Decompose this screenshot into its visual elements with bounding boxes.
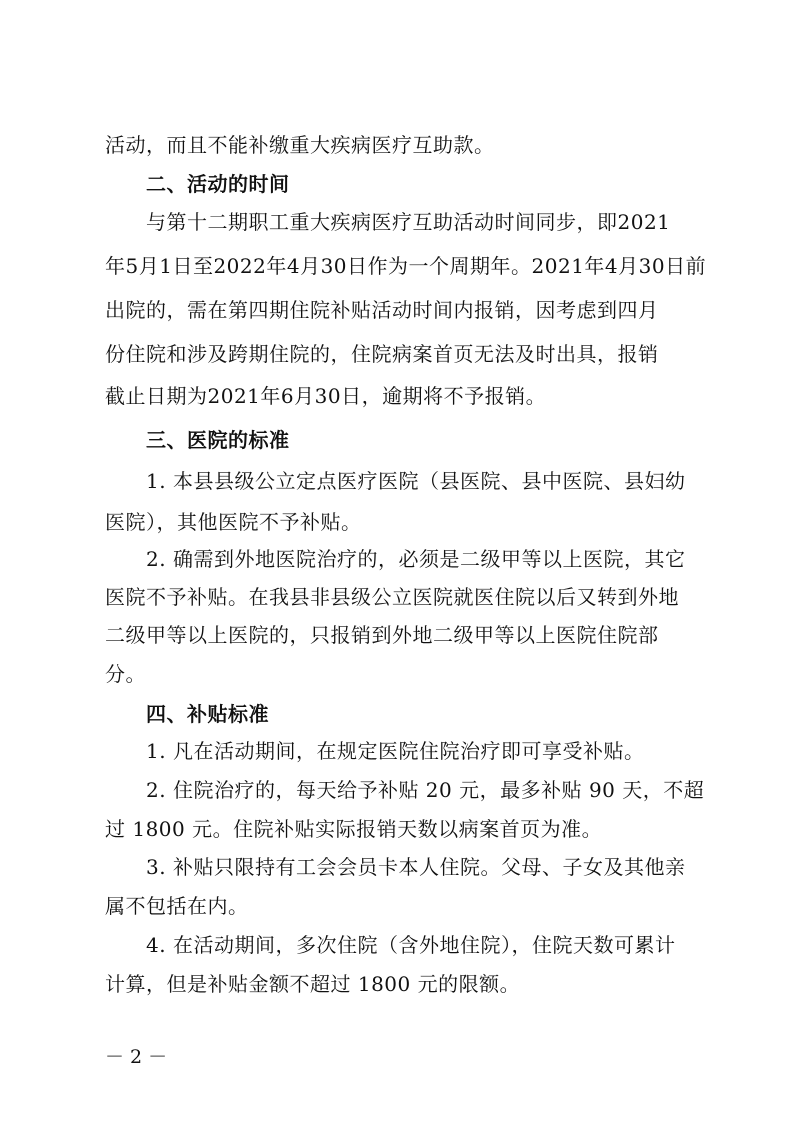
paragraph-line: 过 1800 元。住院补贴实际报销天数以病案首页为准。: [105, 817, 603, 841]
paragraph-line: 分。: [105, 662, 146, 686]
section-heading-time: 二、活动的时间: [146, 172, 290, 196]
section-heading-hospital: 三、医院的标准: [146, 428, 290, 452]
paragraph-line: 与第十二期职工重大疾病医疗互助活动时间同步，即2021: [146, 210, 671, 234]
paragraph-line: 活动，而且不能补缴重大疾病医疗互助款。: [105, 133, 495, 157]
paragraph-line: 份住院和涉及跨期住院的，住院病案首页无法及时出具，报销: [105, 342, 659, 366]
paragraph-line: 截止日期为2021年6月30日，逾期将不予报销。: [105, 384, 547, 408]
paragraph-line: 二级甲等以上医院的，只报销到外地二级甲等以上医院住院部: [105, 623, 659, 647]
paragraph-line: 计算，但是补贴金额不超过 1800 元的限额。: [105, 972, 521, 996]
paragraph-line: 3. 补贴只限持有工会会员卡本人住院。父母、子女及其他亲: [146, 855, 686, 879]
page-number: － 2 －: [105, 1046, 168, 1068]
paragraph-line: 出院的，需在第四期住院补贴活动时间内报销，因考虑到四月: [105, 298, 659, 322]
paragraph-line: 医院不予补贴。在我县非县级公立医院就医住院以后又转到外地: [105, 585, 679, 609]
paragraph-line: 医院），其他医院不予补贴。: [105, 510, 362, 534]
paragraph-line: 4. 在活动期间，多次住院（含外地住院），住院天数可累计: [146, 933, 676, 957]
paragraph-line: 属不包括在内。: [105, 894, 249, 918]
section-heading-subsidy: 四、补贴标准: [146, 702, 269, 726]
paragraph-line: 2. 住院治疗的，每天给予补贴 20 元，最多补贴 90 天，不超: [146, 778, 705, 802]
paragraph-line: 年5月1日至2022年4月30日作为一个周期年。2021年4月30日前: [105, 254, 707, 278]
paragraph-line: 1. 本县县级公立定点医疗医院（县医院、县中医院、县妇幼: [146, 469, 686, 493]
paragraph-line: 1. 凡在活动期间，在规定医院住院治疗即可享受补贴。: [146, 739, 645, 763]
paragraph-line: 2. 确需到外地医院治疗的，必须是二级甲等以上医院，其它: [146, 547, 686, 571]
